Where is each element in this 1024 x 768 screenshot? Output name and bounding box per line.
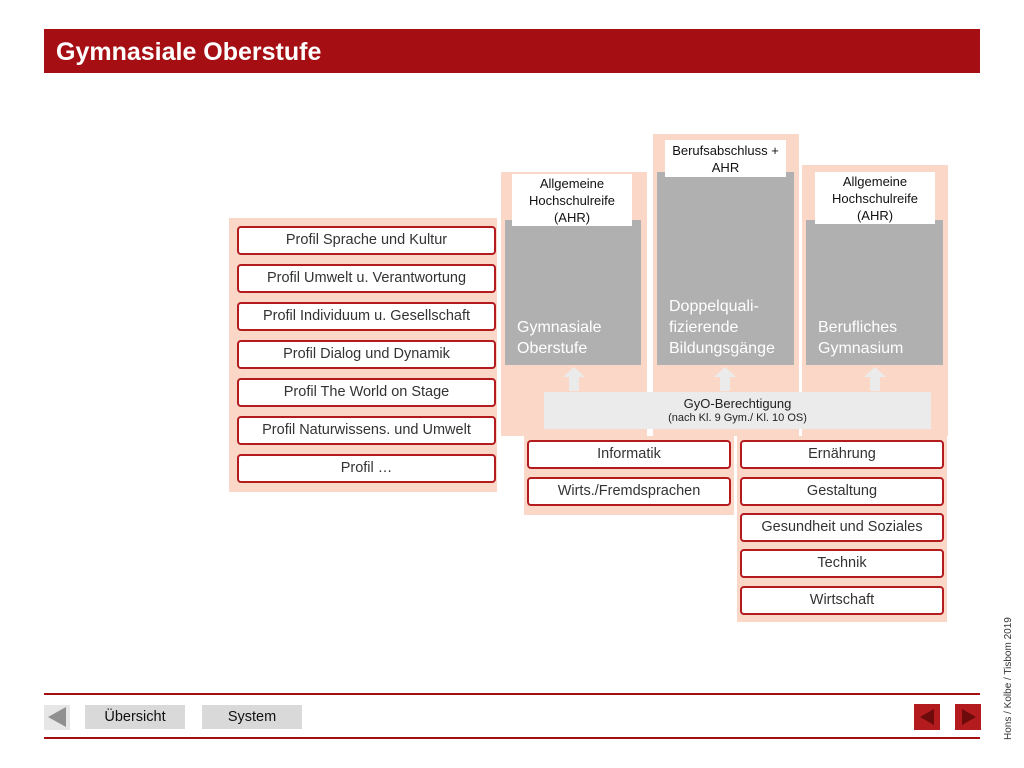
subject-gestaltung[interactable]: Gestaltung (740, 477, 944, 506)
previous-arrow-icon (920, 709, 934, 725)
profile-more[interactable]: Profil … (237, 454, 496, 483)
column-berufliches-gymnasium[interactable] (806, 220, 943, 365)
gyo-berechtigung-bar (544, 392, 931, 429)
column-doppelqualifizierende[interactable] (657, 172, 794, 365)
next-slide-button[interactable] (955, 704, 981, 730)
ahr-box-doppelqualifizierende: Berufsabschluss + AHR (665, 140, 786, 177)
profile-naturwissens-umwelt[interactable]: Profil Naturwissens. und Umwelt (237, 416, 496, 445)
credit-text: Hons / Kolbe / Tisbom 2019 (1003, 617, 1014, 740)
arrow-stem (569, 377, 579, 391)
footer-divider-top (44, 693, 980, 695)
gyo-title: GyO-Berechtigung (683, 396, 792, 411)
back-arrow-icon (48, 707, 66, 727)
profile-umwelt-verantwortung[interactable]: Profil Umwelt u. Verantwortung (237, 264, 496, 293)
subject-wirtschaft[interactable]: Wirtschaft (740, 586, 944, 615)
column-label: Gymnasiale Oberstufe (517, 319, 602, 357)
overview-button[interactable]: Übersicht (85, 705, 185, 729)
column-label: Berufliches Gymnasium (818, 319, 904, 357)
footer-divider-bottom (44, 737, 980, 739)
ahr-box-berufliches: Allgemeine Hochschulreife (AHR) (815, 172, 935, 224)
back-button[interactable] (44, 705, 70, 730)
column-gymnasiale-oberstufe[interactable] (505, 220, 641, 365)
column-label: Doppelquali- fizierende Bildungsgänge (669, 298, 775, 357)
arrow-stem (870, 377, 880, 391)
page-title: Gymnasiale Oberstufe (56, 38, 322, 66)
subject-technik[interactable]: Technik (740, 549, 944, 578)
profile-individuum-gesellschaft[interactable]: Profil Individuum u. Gesellschaft (237, 302, 496, 331)
profile-dialog-dynamik[interactable]: Profil Dialog und Dynamik (237, 340, 496, 369)
arrow-stem (720, 377, 730, 391)
ahr-box-gymnasiale: Allgemeine Hochschulreife (AHR) (512, 174, 632, 226)
arrow-up-icon (563, 367, 585, 377)
subject-ernaehrung[interactable]: Ernährung (740, 440, 944, 469)
subject-wirts-fremdsprachen[interactable]: Wirts./Fremdsprachen (527, 477, 731, 506)
previous-slide-button[interactable] (914, 704, 940, 730)
next-arrow-icon (962, 709, 976, 725)
subject-informatik[interactable]: Informatik (527, 440, 731, 469)
gyo-subtitle: (nach Kl. 9 Gym./ Kl. 10 OS) (668, 412, 807, 424)
profile-world-on-stage[interactable]: Profil The World on Stage (237, 378, 496, 407)
arrow-up-icon (714, 367, 736, 377)
subject-gesundheit-soziales[interactable]: Gesundheit und Soziales (740, 513, 944, 542)
system-button[interactable]: System (202, 705, 302, 729)
profile-sprache-kultur[interactable]: Profil Sprache und Kultur (237, 226, 496, 255)
arrow-up-icon (864, 367, 886, 377)
